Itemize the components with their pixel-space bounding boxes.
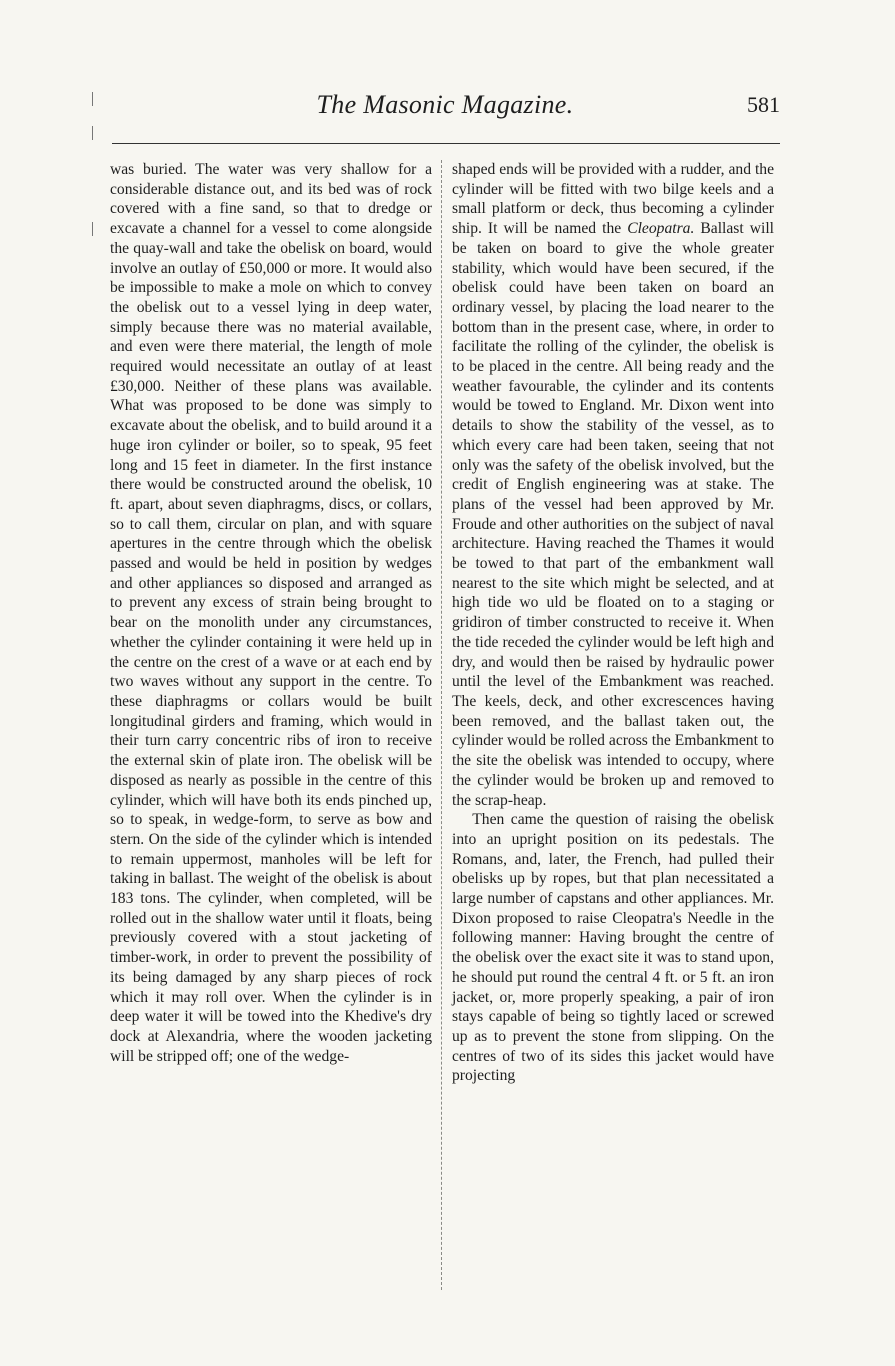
ship-name: Cleopatra. bbox=[627, 220, 695, 238]
margin-mark-lower bbox=[92, 222, 93, 236]
right-column bbox=[452, 160, 774, 1086]
right-paragraph-1 bbox=[452, 160, 774, 810]
right-paragraph-1-end: Ballast will be taken on board to give the whole greater stability, which would have been secured, if the obelisk could have been taken on board an ordinary vessel, by placing the load nearer to the bottom than in the present case, where, in order to facilitate the rolling of the cylinder, the obelisk is to be placed in the centre. All being ready and the weather favourable, the cylinder and its contents would be towed to England. Mr. Dixon went into details to show the stability of the vessel, as to which every care had been taken, seeing that not only was the safety of the obelisk involved, but the credit of English engineering was at stake. The plans of the vessel had been approved by Mr. Froude and other authorities on the subject of naval architecture. Having reached the Thames it would be towed to that part of the embankment wall nearest to the site which might be selected, and at high tide wo uld be floated on to a staging or gridiron of timber constructed to receive it. When the tide receded the cylinder would be left high and dry, and would then be raised by hydraulic power until the level of the Embankment was reached. The keels, deck, and other excrescences having been removed, and the ballast taken out, the cylinder would be rolled across the Embankment to the site the obelisk was intended to occupy, where the cylinder would be broken up and removed to the scrap-heap. bbox=[452, 220, 774, 809]
left-column bbox=[110, 160, 432, 1066]
margin-mark-top bbox=[92, 92, 93, 106]
column-divider bbox=[441, 160, 442, 1290]
margin-mark-middle bbox=[92, 126, 93, 140]
running-title: The Masonic Magazine. bbox=[316, 90, 574, 119]
page-header bbox=[110, 88, 780, 128]
header-rule bbox=[112, 143, 780, 144]
right-paragraph-2: Then came the question of raising the obelisk into an upright position on its pedestals. The Romans, and, later, the French, had pulled their obelisks up by ropes, but that plan necessitated a large number of capstans and other appliances. Mr. Dixon proposed to raise Cleopatra's Needle in the following manner: Having brought the centre of the obelisk over the exact site it was to stand upon, he should put round the central 4 ft. or 5 ft. an iron jacket, or, more properly speaking, a pair of iron stays capable of being so tightly laced or screwed up as to prevent the stone from slipping. On the centres of two of its sides this jacket would have projecting bbox=[452, 811, 774, 1085]
left-paragraph: was buried. The water was very shallow for a considerable distance out, and its bed was of rock covered with a fine sand, so that to dredge or excavate a channel for a vessel to come alongside the quay-wall and take the obelisk on board, would involve an outlay of £50,000 or more. It would also be impossible to make a mole on which to convey the obelisk out to a vessel lying in deep water, simply because there was no material available, and even were there material, the length of mole required would necessitate an outlay of at least £30,000. Neither of these plans was available. What was proposed to be done was simply to excavate about the obelisk, and to build around it a huge iron cylinder or boiler, so to speak, 95 feet long and 15 feet in diameter. In the first instance there would be constructed around the obelisk, 10 ft. apart, about seven diaphragms, discs, or collars, so to call them, circular on plan, and with square apertures in the centre through which the obelisk passed and would be held in position by wedges and other appliances so disposed and arranged as to prevent any excess of strain being brought to bear on the monolith under any circumstances, whether the cylinder containing it were held up in the centre on the crest of a wave or at each end by two waves without any support in the centre. To these diaphragms or collars would be built longitudinal girders and framing, which would in their turn carry concentric ribs of iron to receive the external skin of plate iron. The obelisk will be disposed as nearly as possible in the centre of this cylinder, which will have both its ends pinched up, so to speak, in wedge-form, to serve as bow and stern. On the side of the cylinder which is intended to remain uppermost, manholes will be left for taking in ballast. The weight of the obelisk is about 183 tons. The cylinder, when completed, will be rolled out in the shallow water until it floats, being previously covered with a stout jacketing of timber-work, in order to prevent the possibility of its being damaged by any sharp pieces of rock which it may roll over. When the cylinder is in deep water it will be towed into the Khedive's dry dock at Alexandria, where the wooden jacketing will be stripped off; one of the wedge- bbox=[110, 161, 432, 1065]
page-number: 581 bbox=[747, 92, 780, 117]
right-paragraph-1-start: shaped ends will be provided with a rudder, and the cylinder will be fitted with two bilge keels and a small platform or deck, thus becoming a cylinder ship. It will be named the bbox=[452, 161, 774, 238]
